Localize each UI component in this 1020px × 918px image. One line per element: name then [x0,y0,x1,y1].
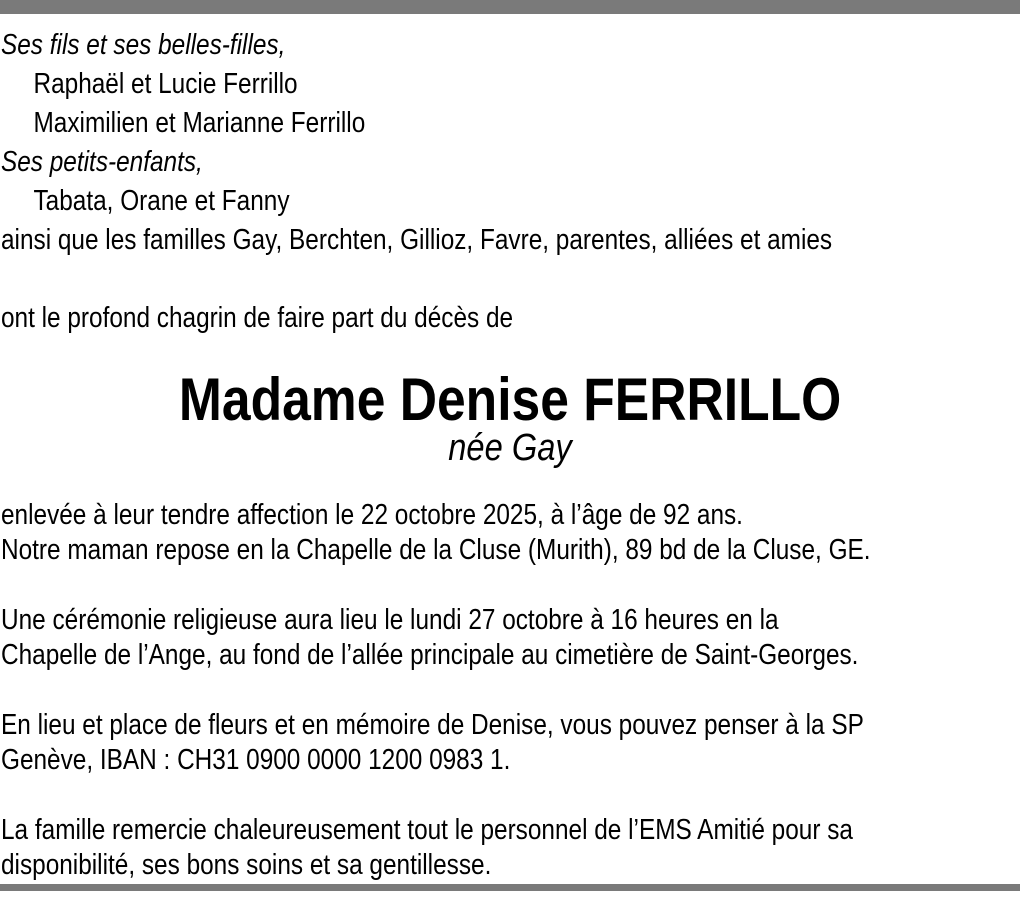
details-section [1,498,871,918]
thanks-paragraph [1,813,871,883]
donation-line: En lieu et place de fleurs et en mémoire de Denise, vous pouvez penser à la SP [1,709,864,741]
deceased-block [0,364,1020,470]
other-families-line: ainsi que les familles Gay, Berchten, Gillioz, Favre, parentes, alliées et amies [1,224,833,256]
death-date-line: enlevée à leur tendre affection le 22 octobre 2025, à l’âge de 92 ans. [1,499,743,531]
announcement-line: ont le profond chagrin de faire part du décès de [1,302,514,334]
death-paragraph [1,498,871,568]
iban-line: Genève, IBAN : CH31 0900 0000 1200 0983 1. [1,744,511,776]
deceased-name: Madame Denise FERRILLO [178,366,842,433]
thanks-line-end: disponibilité, ses bons soins et sa gentillesse. [1,849,492,881]
ceremony-line: Une cérémonie religieuse aura lieu le lundi 27 octobre à 16 heures en la [1,604,779,636]
deceased-maiden-name: née Gay [448,427,572,469]
resting-place-line: Notre maman repose en la Chapelle de la Cluse (Murith), 89 bd de la Cluse, GE. [1,534,871,566]
sons-heading: Ses fils et ses belles-filles, [1,29,286,61]
top-border-rule [0,0,1020,14]
grandchildren-names: Tabata, Orane et Fanny [33,185,290,217]
ceremony-location-line: Chapelle de l’Ange, au fond de l’allée principale au cimetière de Saint-Georges. [1,639,859,671]
bottom-border-rule [0,884,1020,891]
family-member-line: Raphaël et Lucie Ferrillo [33,68,298,100]
ceremony-paragraph [1,603,871,673]
thanks-line: La famille remercie chaleureusement tout le personnel de l’EMS Amitié pour sa [1,814,853,846]
family-section [1,26,872,338]
family-member-line: Maximilien et Marianne Ferrillo [33,107,366,139]
grandchildren-heading: Ses petits-enfants, [1,146,203,178]
donation-paragraph [1,708,871,778]
